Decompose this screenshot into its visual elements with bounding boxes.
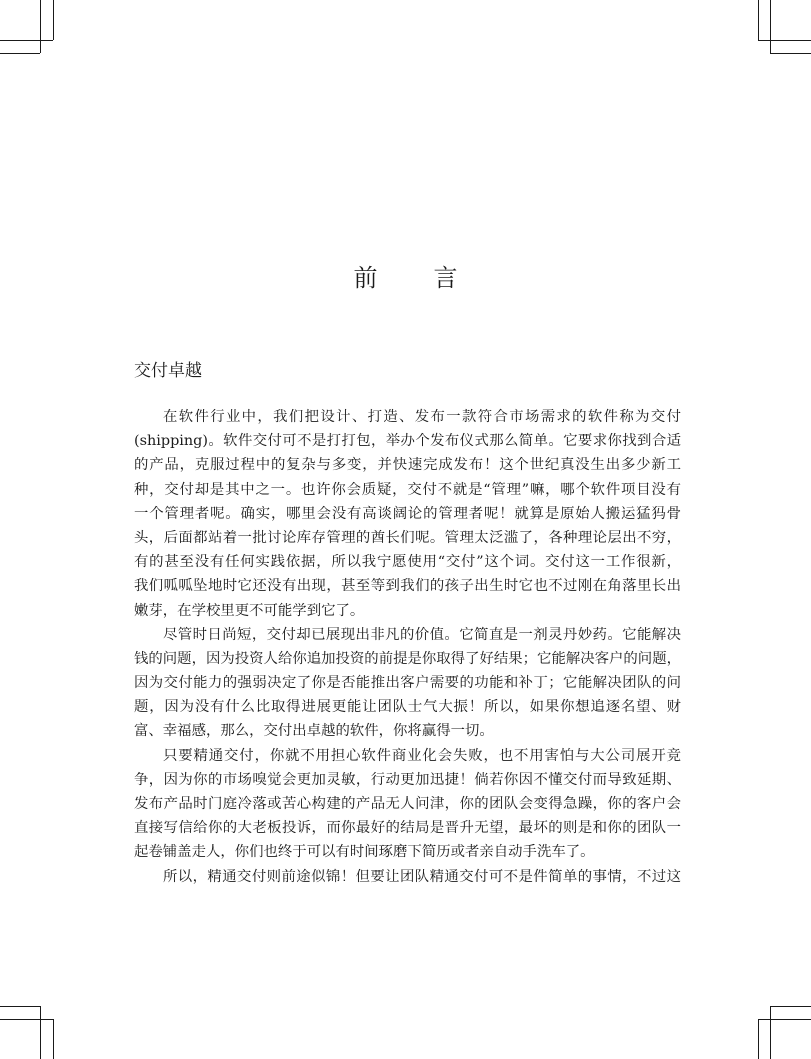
crop-mark-top-right-v2	[758, 0, 759, 40]
page-title	[0, 258, 811, 293]
text-line: 在软件行业中，我们把设计、打造、发布一款符合市场需求的软件称为交付	[163, 409, 681, 425]
crop-mark-top-left-h	[0, 40, 53, 41]
text-line: 头，后面都站着一批讨论库存管理的酋长们呢。管理太泛滥了，各种理论层出不穷，	[134, 529, 681, 546]
text-line: 因为交付能力的强弱决定了你是否能推出客户需要的功能和补丁；它能解决团队的问	[134, 675, 681, 692]
text-line: 一个管理者呢。确实，哪里会没有高谈阔论的管理者呢！就算是原始人搬运猛犸骨	[134, 505, 681, 522]
crop-mark-bottom-right-h	[758, 1019, 811, 1020]
text-line: 钱的问题，因为投资人给你追加投资的前提是你取得了好结果；它能解决客户的问题，	[134, 650, 681, 667]
crop-mark-bottom-left-v	[40, 1006, 41, 1059]
crop-mark-top-right-v	[770, 0, 771, 53]
paragraph	[134, 865, 681, 889]
section-heading: 交付卓越	[134, 361, 202, 381]
crop-mark-top-left-v2	[53, 0, 54, 40]
text-line: 富、幸福感，那么，交付出卓越的软件，你将赢得一切。	[134, 723, 494, 740]
crop-mark-bottom-left-h	[0, 1019, 53, 1020]
crop-mark-bottom-left-v2	[53, 1019, 54, 1059]
paragraph	[134, 744, 681, 865]
crop-mark-bottom-right-v2	[758, 1019, 759, 1059]
text-line: 直接写信给你的大老板投诉，而你最好的结局是晋升无望，最坏的则是和你的团队一	[134, 820, 681, 837]
text-line: 种，交付却是其中之一。也许你会质疑，交付不就是“管理”嘛，哪个软件项目没有	[134, 481, 681, 498]
paragraph	[134, 405, 681, 623]
crop-mark-top-right-h	[758, 40, 811, 41]
text-line: 尽管时日尚短，交付却已展现出非凡的价值。它简直是一剂灵丹妙药。它能解决	[163, 626, 681, 643]
text-line: 发布产品时门庭冷落或苦心构建的产品无人问津，你的团队会变得急躁，你的客户会	[134, 796, 681, 812]
crop-mark-bottom-right-h2	[770, 1006, 811, 1007]
crop-mark-top-left-v	[40, 0, 41, 53]
crop-mark-bottom-right-v	[770, 1006, 771, 1059]
text-line: 的产品，克服过程中的复杂与多变，并快速完成发布！这个世纪真没生出多少新工	[134, 457, 681, 474]
text-line: 起卷铺盖走人，你们也终于可以有时间琢磨下简历或者亲自动手洗车了。	[134, 844, 595, 861]
text-line: 我们呱呱坠地时它还没有出现，甚至等到我们的孩子出生时它也不过刚在角落里长出	[134, 578, 681, 595]
text-line: 有的甚至没有任何实践依据，所以我宁愿使用“交付”这个词。交付这一工作很新，	[134, 554, 681, 571]
text-line: 只要精通交付，你就不用担心软件商业化会失败，也不用害怕与大公司展开竞	[163, 747, 681, 764]
crop-mark-top-right-h2	[770, 53, 811, 54]
text-line: (shipping)。软件交付可不是打打包，举办个发布仪式那么简单。它要求你找到合适	[134, 433, 681, 450]
text-line: 争，因为你的市场嗅觉会更加灵敏，行动更加迅捷！倘若你因不懂交付而导致延期、	[134, 771, 681, 788]
page-title-char-1: 前	[353, 264, 378, 292]
page-title-char-2: 言	[433, 264, 458, 292]
text-line: 题，因为没有什么比取得进展更能让团队士气大振！所以，如果你想追逐名望、财	[134, 699, 681, 716]
body-text	[134, 405, 681, 889]
crop-mark-top-left-h2	[0, 53, 40, 54]
text-line: 嫩芽，在学校里更不可能学到它了。	[134, 602, 365, 619]
paragraph	[134, 623, 681, 744]
crop-mark-bottom-left-h2	[0, 1006, 40, 1007]
text-line: 所以，精通交付则前途似锦！但要让团队精通交付可不是件简单的事情，不过这	[163, 868, 681, 885]
